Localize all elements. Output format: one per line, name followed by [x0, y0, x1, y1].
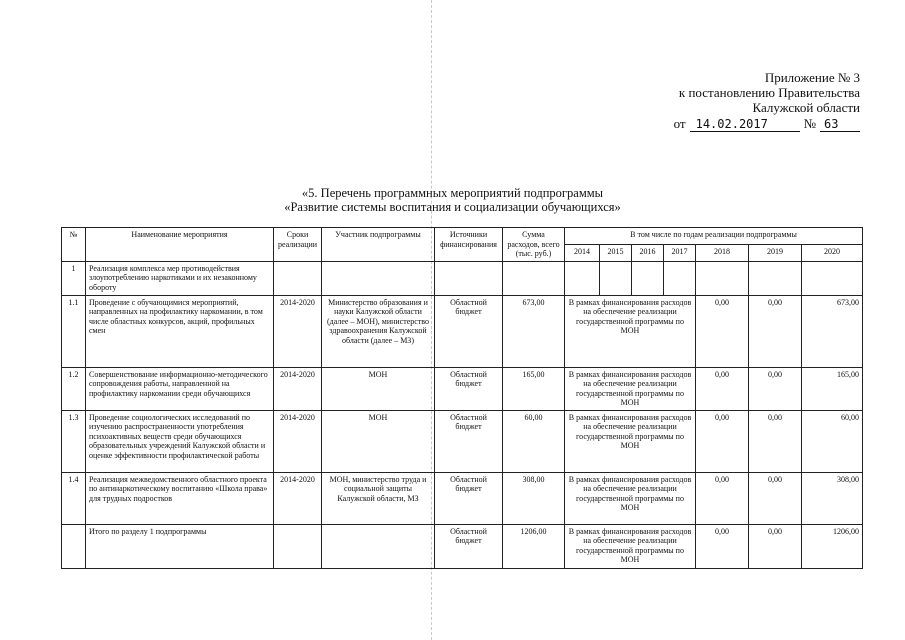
row-years-note: В рамках финансирования расходов на обеспечение реализации государственной программы по МОН: [565, 472, 696, 524]
header-participant: Участник подпрограммы: [322, 228, 435, 262]
header-year-2017: 2017: [664, 244, 696, 261]
appendix-title: Приложение № 3: [764, 70, 860, 85]
row-2018: 0,00: [696, 367, 749, 410]
table-header-row: [62, 228, 863, 245]
row-num: [62, 524, 86, 568]
row-num: 1.3: [62, 410, 86, 472]
row-sum: 308,00: [503, 472, 565, 524]
table-row-1-2: [62, 367, 863, 410]
row-2020: 308,00: [802, 472, 863, 524]
row-2018: 0,00: [696, 295, 749, 367]
row-participant: Министерство образования и науки Калужской области (далее – МОН), министерство здравоохранения Калужской области (далее – МЗ): [322, 295, 435, 367]
program-measures-table: [61, 227, 863, 569]
header-name: Наименование мероприятия: [86, 228, 274, 262]
row-participant: МОН: [322, 367, 435, 410]
row-2018: 0,00: [696, 472, 749, 524]
table-row-1-3: [62, 410, 863, 472]
row-source: Областной бюджет: [435, 472, 503, 524]
title-line-1: «5. Перечень программных мероприятий подпрограммы: [301, 186, 604, 200]
row-2018: 0,00: [696, 524, 749, 568]
row-name: Совершенствование информационно-методического сопровождения работы, направленной на профилактику наркомании среди обучающихся: [86, 367, 274, 410]
row-terms: 2014-2020: [274, 295, 322, 367]
from-label: от: [673, 116, 686, 131]
row-2020: 673,00: [802, 295, 863, 367]
row-participant: МОН, министерство труда и социальной защиты Калужской области, МЗ: [322, 472, 435, 524]
row-sum: 1206,00: [503, 524, 565, 568]
row-2020: 60,00: [802, 410, 863, 472]
header-year-2016: 2016: [632, 244, 664, 261]
row-sum: 165,00: [503, 367, 565, 410]
header-num: №: [62, 228, 86, 262]
row-terms: 2014-2020: [274, 367, 322, 410]
header-year-2019: 2019: [749, 244, 802, 261]
decree-number: 63: [820, 118, 860, 132]
row-2018: 0,00: [696, 410, 749, 472]
row-name: Проведение с обучающимися мероприятий, направленных на профилактику наркомании, в том числе областных конкурсов, акций, профильных смен: [86, 295, 274, 367]
row-num: 1: [62, 261, 86, 295]
decree-date: 14.02.2017: [690, 118, 800, 132]
document-title: [0, 186, 905, 214]
header-sum: Сумма расходов, всего (тыс. руб.): [503, 228, 565, 262]
row-num: 1.2: [62, 367, 86, 410]
row-2019: 0,00: [749, 524, 802, 568]
table-row-1-1: [62, 295, 863, 367]
row-sum: 60,00: [503, 410, 565, 472]
row-name: Итого по разделу 1 подпрограммы: [86, 524, 274, 568]
row-source: Областной бюджет: [435, 295, 503, 367]
document-header: [650, 70, 860, 132]
row-2019: 0,00: [749, 295, 802, 367]
row-years-note: В рамках финансирования расходов на обеспечение реализации государственной программы по МОН: [565, 295, 696, 367]
row-sum: 673,00: [503, 295, 565, 367]
row-source: Областной бюджет: [435, 410, 503, 472]
header-sources: Источники финансирования: [435, 228, 503, 262]
header-terms: Сроки реализации: [274, 228, 322, 262]
table-row-total: [62, 524, 863, 568]
appendix-decree-line: к постановлению Правительства: [678, 85, 860, 100]
row-years-note: В рамках финансирования расходов на обеспечение реализации государственной программы по МОН: [565, 524, 696, 568]
row-source: Областной бюджет: [435, 367, 503, 410]
row-2019: 0,00: [749, 367, 802, 410]
row-participant: МОН: [322, 410, 435, 472]
row-terms: 2014-2020: [274, 472, 322, 524]
row-name: Реализация межведомственного областного проекта по антинаркотическому воспитанию «Школа права» для трудных подростков: [86, 472, 274, 524]
decree-date-number: [650, 116, 860, 132]
row-source: Областной бюджет: [435, 524, 503, 568]
header-year-2020: 2020: [802, 244, 863, 261]
row-2019: 0,00: [749, 410, 802, 472]
row-2020: 165,00: [802, 367, 863, 410]
row-participant: [322, 524, 435, 568]
row-terms: 2014-2020: [274, 410, 322, 472]
row-2020: 1206,00: [802, 524, 863, 568]
row-terms: [274, 524, 322, 568]
header-year-2014: 2014: [565, 244, 600, 261]
table-row-section-1: [62, 261, 863, 295]
row-name: Проведение социологических исследований по изучению распространенности употребления психоактивных веществ среди обучающихся образовательных учреждений Калужской области и оценке эффективности профилактической работы: [86, 410, 274, 472]
row-num: 1.1: [62, 295, 86, 367]
header-year-2018: 2018: [696, 244, 749, 261]
row-years-note: В рамках финансирования расходов на обеспечение реализации государственной программы по МОН: [565, 410, 696, 472]
row-2019: 0,00: [749, 472, 802, 524]
row-years-note: В рамках финансирования расходов на обеспечение реализации государственной программы по МОН: [565, 367, 696, 410]
row-num: 1.4: [62, 472, 86, 524]
header-by-years: В том числе по годам реализации подпрограммы: [565, 228, 863, 245]
appendix-region-line: Калужской области: [752, 100, 860, 115]
table-row-1-4: [62, 472, 863, 524]
number-label: №: [803, 116, 816, 131]
title-line-2: «Развитие системы воспитания и социализации обучающихся»: [284, 200, 621, 214]
row-name: Реализация комплекса мер противодействия злоупотреблению наркотиками и их незаконному обороту: [86, 261, 274, 295]
header-year-2015: 2015: [600, 244, 632, 261]
